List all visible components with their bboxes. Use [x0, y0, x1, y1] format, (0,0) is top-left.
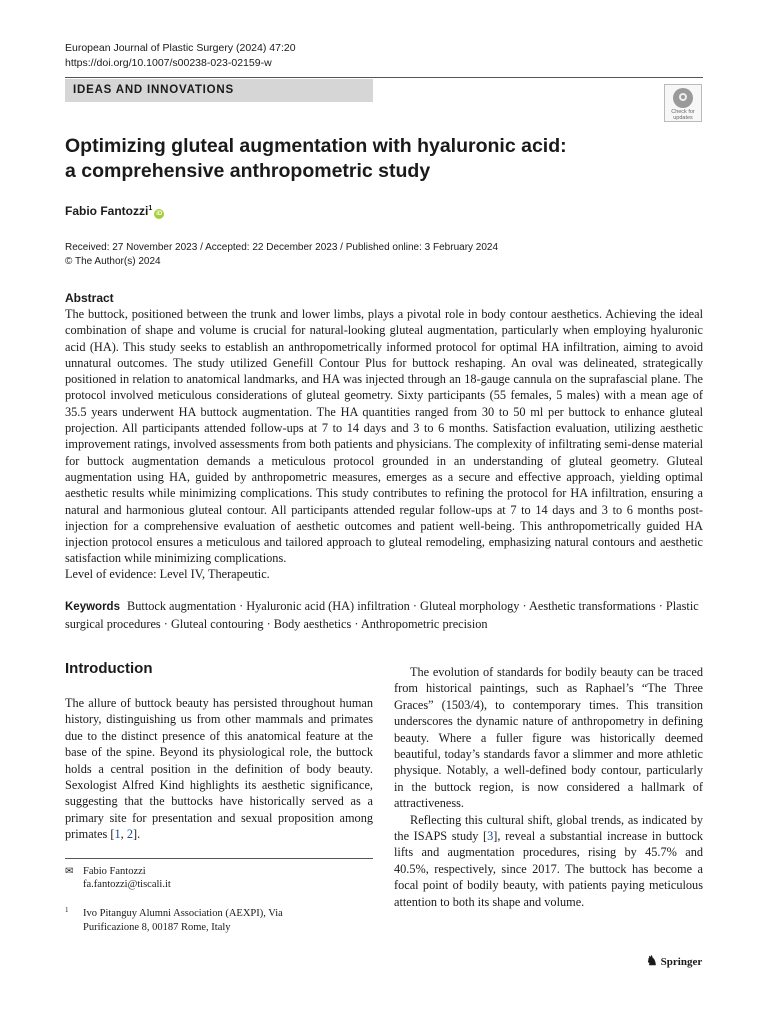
- level-of-evidence: Level of evidence: Level IV, Therapeutic.: [65, 567, 270, 581]
- introduction-heading: Introduction: [65, 660, 153, 677]
- check-updates-text-2: updates: [673, 115, 693, 121]
- dates-line: Received: 27 November 2023 / Accepted: 22 December 2023 / Published online: 3 February 2024: [65, 242, 499, 253]
- abstract-body: The buttock, positioned between the trunk and lower limbs, plays a pivotal role in body contour aesthetics. Achieving the ideal combination of shape and volume is crucial for natural-looking gluteal augmentation, particularly when employing hyaluronic acid (HA). This study seeks to establish an anthropometrically informed protocol for optimal HA infiltration, aiming to avoid unnatural outcomes. The study utilized Genefill Contour Plus for buttock reshaping. An oval was delineated, strategically positioned in relation to anatomical landmarks, and HA was injected through an 18-gauge cannula on the suprafascial plane. The protocol involved meticulous considerations of gluteal geometry. Sixty participants (55 females, 5 males) with a mean age of 35.5 years underwent HA buttock augmentation. The HA quantities ranged from 30 to 50 ml per buttock to enhance gluteal projection. All participants attended follow-ups at 7 to 14 days and 3 to 6 months. Satisfaction evaluation, utilizing aesthetic improvement ratings, involved assessments from both patients and physicians. The complexity of infiltrating semi-dense material for buttock augmentation demands a meticulous protocol grounded in an understanding of gluteal geometry. Gluteal augmentation using HA, guided by anthropometric measures, emerges as a secure and effective approach, yielding optimal aesthetic results while minimizing complications. This study contributes to refining the protocol for HA infiltration, ensuring a natural and harmonious gluteal contour. All participants attended regular follow-ups at 7 to 14 days and 3 to 6 months post-injection for a comprehensive evaluation of aesthetic outcomes and patient well-being. This anthropometrically guided HA injection protocol ensures a meticulous and tailored approach to gluteal remodeling, emphasizing natural contours and aesthetic satisfaction while minimizing complications.: [65, 307, 703, 566]
- citation-link[interactable]: 3: [487, 829, 494, 844]
- keywords: [65, 598, 703, 632]
- publisher-logo: [646, 953, 702, 969]
- check-updates-icon: [673, 88, 693, 108]
- journal-citation: European Journal of Plastic Surgery (2024) 47:20: [65, 42, 296, 54]
- keywords-list: Buttock augmentation · Hyaluronic acid (HA) infiltration · Gluteal morphology · Aesthetic transformations · Plastic surgical procedures · Gluteal contouring · Body aesthetics · Anthropometric precision: [65, 599, 699, 631]
- intro-p3-text-a: Reflecting this cultural shift, global trends, as indicated by the ISAPS study: [394, 812, 703, 844]
- check-for-updates-badge[interactable]: [664, 84, 702, 122]
- header-rule: [65, 77, 703, 78]
- doi-link[interactable]: https://doi.org/10.1007/s00238-023-02159-w: [65, 57, 272, 69]
- orcid-icon[interactable]: iD: [156, 211, 163, 217]
- footnote-rule: [65, 858, 373, 859]
- author-name[interactable]: Fabio Fantozzi: [65, 204, 149, 218]
- article-title: [65, 134, 625, 184]
- affil-line-1: Ivo Pitanguy Alumni Association (AEXPI), Via: [83, 908, 283, 919]
- author-affil-sup: 1: [148, 205, 153, 212]
- citation-link[interactable]: 1: [114, 827, 121, 842]
- affil-number: 1: [65, 906, 69, 914]
- abstract-heading: Abstract: [65, 291, 114, 305]
- affil-line-2: Purificazione 8, 00187 Rome, Italy: [83, 922, 231, 933]
- section-label: IDEAS AND INNOVATIONS: [65, 79, 373, 102]
- corresponding-author: [65, 865, 171, 891]
- copyright-line: © The Author(s) 2024: [65, 256, 161, 267]
- journal-header: [65, 41, 296, 71]
- publication-dates: [65, 241, 498, 269]
- publisher-name: Springer: [660, 956, 703, 968]
- title-line-1: Optimizing gluteal augmentation with hyaluronic acid:: [65, 135, 567, 157]
- springer-horse-icon: ♞: [646, 953, 658, 968]
- corr-name: Fabio Fantozzi: [83, 866, 146, 877]
- intro-paragraph-1: The allure of buttock beauty has persisted throughout human history, distinguishing us from other mammals and primates due to the distinct presence of this anatomical feature at the base of the spine. Beyond its physiological role, the buttock holds a central position in the definition of body beauty. Sexologist Alfred Kind highlights its aesthetic significance, suggesting that the buttocks have historically served as a primary site for presentation and sexual proposition among primates: [65, 696, 373, 842]
- introduction-right-column: [394, 664, 703, 910]
- intro-paragraph-2: The evolution of standards for bodily beauty can be traced from historical paintings, such as Raphael’s “The Three Graces” (1503/4), to contemporary times. This transition underscores the dynamic nature of anthropometry in defining beauty. Where a fuller figure was historically deemed beautiful, today’s standards favor a slimmer and more athletic physique. Notably, a well-defined body contour, particularly in the buttock region, is now considered a hallmark of attractiveness.: [394, 665, 703, 811]
- keywords-label: Keywords: [65, 601, 120, 613]
- title-line-2: a comprehensive anthropometric study: [65, 160, 431, 182]
- introduction-left-column: The allure of buttock beauty has persisted throughout human history, distinguishing us from other mammals and primates due to the distinct presence of this anatomical feature at the base of the spine. Beyond its physiological role, the buttock holds a central position in the definition of body beauty. Sexologist Alfred Kind highlights its aesthetic significance, suggesting that the buttocks have historically served as a primary site for presentation and sexual proposition among primates [1, 2].: [65, 696, 373, 842]
- citation-link[interactable]: 2: [126, 827, 133, 842]
- intro-paragraph-3: Reflecting this cultural shift, global trends, as indicated by the ISAPS study [3], reveal a substantial increase in buttock lifts and augmentation procedures, rising by 45.7% and 40.5%, respectively, since 2017. The buttock has become a focal point of bodily beauty, with patients paying meticulous attention to both its shape and volume.: [394, 812, 703, 909]
- corr-email[interactable]: fa.fantozzi@tiscali.it: [83, 879, 171, 890]
- author: [65, 204, 164, 219]
- check-updates-text-1: Check for: [671, 109, 695, 115]
- envelope-icon: ✉: [65, 866, 74, 877]
- intro-p3-text-b: , reveal a substantial increase in buttock lifts and augmentation procedures, rising by 45.7% and 40.5%, respectively, since 2017. The buttock has become a focal point of bodily beauty, with patients paying meticulous attention to both its shape and volume.: [394, 829, 703, 909]
- affiliation: [65, 903, 283, 935]
